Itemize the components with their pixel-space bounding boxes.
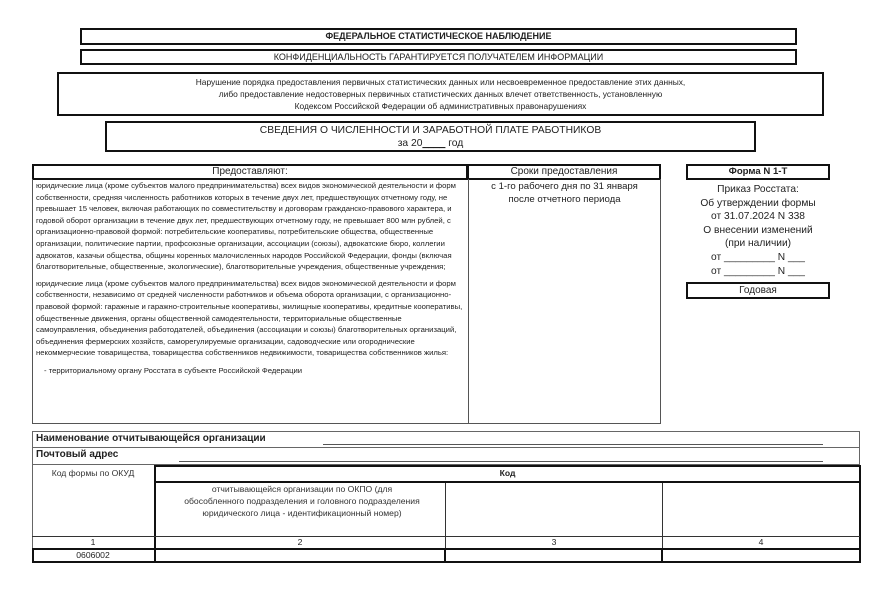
report-title-box xyxy=(105,121,756,152)
violation-notice xyxy=(57,72,824,116)
report-title: СВЕДЕНИЯ О ЧИСЛЕННОСТИ И ЗАРАБОТНОЙ ПЛАТЕ РАБОТНИКОВ xyxy=(259,125,602,136)
order-line: (при наличии) xyxy=(724,238,792,250)
form-code: Форма N 1-Т xyxy=(686,164,830,180)
amendment-line[interactable]: от _________ N ___ xyxy=(711,265,805,277)
org-address-label: Почтовый адрес xyxy=(36,449,119,460)
confidentiality-header: КОНФИДЕНЦИАЛЬНОСТЬ ГАРАНТИРУЕТСЯ ПОЛУЧАТЕЛЕМ ИНФОРМАЦИИ xyxy=(80,49,797,65)
okpo-header: отчитывающейся организации по ОКПО (для обособленного подразделения и головного подразделения юридического лица - идентификационный номер) xyxy=(184,484,420,518)
code-table xyxy=(32,465,860,563)
amendment-line[interactable]: от _________ N ___ xyxy=(711,251,805,263)
violation-line: либо предоставление недостоверных первичных статистических данных влечет ответственность, установленную xyxy=(218,89,663,99)
provide-body xyxy=(32,179,469,424)
deadline-header: Сроки предоставления xyxy=(467,164,661,180)
order-info xyxy=(686,183,830,278)
order-line: от 31.07.2024 N 338 xyxy=(711,211,805,223)
order-line: Приказ Росстата: xyxy=(717,184,799,195)
federal-observation-header: ФЕДЕРАЛЬНОЕ СТАТИСТИЧЕСКОЕ НАБЛЮДЕНИЕ xyxy=(80,28,797,45)
provide-recipient: - территориальному органу Росстата в субъекте Российской Федерации xyxy=(44,365,303,375)
violation-line: Нарушение порядка предоставления первичных статистических данных или несвоевременное предоставление этих данных, xyxy=(195,77,686,87)
violation-line: Кодексом Российской Федерации об административных правонарушениях xyxy=(294,101,587,111)
organization-info xyxy=(32,431,860,465)
col4-header xyxy=(663,483,859,535)
report-period xyxy=(107,138,754,151)
okud-header: Код формы по ОКУД xyxy=(51,468,135,478)
period-year-blank[interactable]: ____ xyxy=(422,137,446,149)
column-number: 3 xyxy=(551,537,557,547)
periodicity-badge: Годовая xyxy=(686,282,830,299)
okud-code-value: 0606002 xyxy=(76,550,110,560)
col4-code-field[interactable] xyxy=(663,549,859,562)
period-prefix: за 20 xyxy=(397,137,423,149)
provide-header: Предоставляют: xyxy=(32,164,468,180)
deadline-line: после отчетного периода xyxy=(508,194,621,205)
org-name-field[interactable] xyxy=(323,444,823,445)
col3-code-field[interactable] xyxy=(446,549,661,562)
org-name-row xyxy=(33,432,859,448)
deadline-body xyxy=(468,179,661,424)
org-address-row xyxy=(33,448,859,464)
col3-header xyxy=(446,483,662,535)
org-address-field[interactable] xyxy=(179,461,823,462)
org-name-label: Наименование отчитывающейся организации xyxy=(36,433,266,444)
provide-paragraph: юридические лица (кроме субъектов малого предпринимательства) всех видов экономической деятельности и форм собственности, средняя численность работников которых в течение двух лет, предшествующих отчетному году, не превышает 15 человек, включая работающих по совместительству и договорам гражданско-правового характера, и годовой оборот организации в течение двух лет, предшествующих отчетному году, не превышает 800 млн рублей, с организационно-правовой формой: потребительские кооперативы, потребительские общества, общественные организации, политические партии, профсоюзные организации, ассоциации (союзы), адвокатские бюро, коллегии адвокатов, казачьи общества, общины коренных малочисленных народов Российской Федерации, фонды (включая благотворительные, общественные, экологические), благотворительные учреждения, общественные учреждения; xyxy=(36,181,456,272)
period-suffix: год xyxy=(448,137,464,149)
column-number: 1 xyxy=(90,537,96,547)
provide-paragraph: юридические лица (кроме субъектов малого предпринимательства) всех видов экономической деятельности и форм собственности, независимо от средней численности работников и объема оборота организации, с организационно-правовой формой: гаражные и гаражно-строительные кооперативы, жилищные кооперативы, кредитные кооперативы, общественные движения, органы общественной самодеятельности, территориальные общественные самоуправления, объединения работодателей, объединения (ассоциации и союзы) благотворительных организаций, объединения фермерских хозяйств, саморегулируемые организации, садоводческие или огороднические некоммерческие товарищества, товарищества собственников недвижимости, товарищества собственников жилья: xyxy=(36,278,463,358)
column-number: 2 xyxy=(297,537,303,547)
okpo-code-field[interactable] xyxy=(156,549,444,562)
code-header: Код xyxy=(499,468,516,478)
column-number: 4 xyxy=(758,537,764,547)
deadline-line: с 1-го рабочего дня по 31 января xyxy=(491,181,638,192)
order-line: О внесении изменений xyxy=(703,224,813,236)
order-line: Об утверждении формы xyxy=(700,197,816,209)
